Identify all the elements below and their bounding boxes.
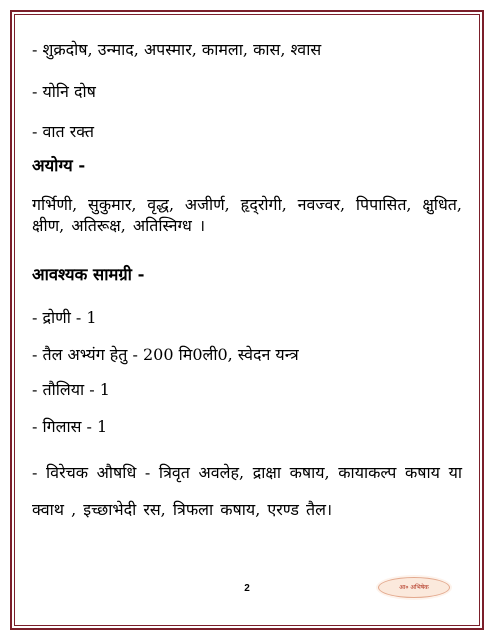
stamp-logo: आ० अभिषेक	[378, 577, 450, 598]
list-item: - शुक्रदोष, उन्माद, अपस्मार, कामला, कास, श्वास	[32, 40, 322, 59]
list-item: - द्रोणी - 1	[32, 308, 97, 327]
list-item: - योनि दोष	[32, 82, 96, 101]
list-item: - तैल अभ्यंग हेतु - 200 मि0ली0, स्वेदन यन्त्र	[32, 345, 299, 364]
paragraph-virechak: - विरेचक औषधि - त्रिवृत अवलेह, द्राक्षा कषाय, कायाकल्प कषाय या क्वाथ , इच्छाभेदी रस, त्रिफला कषाय, एरण्ड तैल।	[32, 463, 462, 519]
list-item: - गिलास - 1	[32, 417, 108, 436]
section-heading-ayogya: अयोग्य -	[32, 156, 86, 175]
page-number: 2	[244, 583, 250, 594]
paragraph-ayogya: गर्भिणी, सुकुमार, वृद्ध, अजीर्ण, हृद्‌रोगी, नवज्वर, पिपासित, क्षुधित, क्षीण, अतिरूक्ष, अतिस्निग्ध ।	[32, 195, 462, 235]
section-heading-samagri: आवश्यक सामग्री -	[32, 265, 145, 284]
list-item: - तौलिया - 1	[32, 380, 110, 399]
list-item: - वात रक्त	[32, 122, 94, 141]
